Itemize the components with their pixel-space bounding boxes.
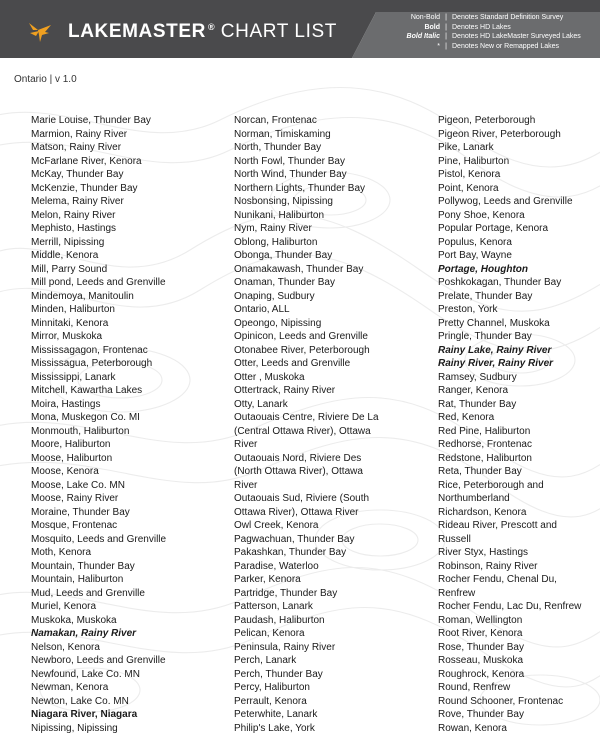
lake-entry: Rocher Fendu, Chenal Du, xyxy=(438,574,557,585)
lake-entry: Merrill, Nipissing xyxy=(31,236,105,248)
lake-entry: Pigeon River, Peterborough xyxy=(438,128,561,140)
lake-entry: Mud, Leeds and Grenville xyxy=(31,587,145,599)
lake-entry: Nelson, Kenora xyxy=(31,641,100,653)
lake-entry: Paradise, Waterloo xyxy=(234,560,319,572)
chart-list-title xyxy=(68,21,337,43)
lake-entry: Philip's Lake, York xyxy=(234,722,315,734)
lake-entry: Mosque, Frontenac xyxy=(31,520,118,531)
lake-entry: Preston, York xyxy=(438,304,498,315)
lake-entry: Mephisto, Hastings xyxy=(31,223,117,234)
lake-entry: Oblong, Haliburton xyxy=(234,236,318,248)
lake-entry: Moore, Haliburton xyxy=(31,439,111,450)
lake-entry: Nosbonsing, Nipissing xyxy=(234,196,333,207)
lake-entry: McKay, Thunder Bay xyxy=(31,169,124,180)
lake-entry: Rat, Thunder Bay xyxy=(438,398,517,410)
lake-entry: Pike, Lanark xyxy=(438,142,494,153)
lake-entry: Partridge, Thunder Bay xyxy=(234,587,338,599)
lake-entry: Parker, Kenora xyxy=(234,574,301,585)
lake-entry: Point, Kenora xyxy=(438,182,499,194)
lake-entry: Rocher Fendu, Lac Du, Renfrew xyxy=(438,601,582,612)
lake-entry: McKenzie, Thunder Bay xyxy=(31,182,138,194)
lake-entry: Rove, Thunder Bay xyxy=(438,709,524,720)
legend-row xyxy=(370,32,600,42)
trademark-symbol: ® xyxy=(207,22,215,32)
lake-entry: Peninsula, Rainy River xyxy=(234,641,336,653)
lake-entry: Monmouth, Haliburton xyxy=(31,425,130,437)
lake-entry: Pine, Haliburton xyxy=(438,155,510,167)
lake-entry: Mill, Parry Sound xyxy=(31,263,108,275)
lake-entry: Opeongo, Nipissing xyxy=(234,317,322,329)
lake-entry: Minden, Haliburton xyxy=(31,304,115,315)
region-version-label: Ontario | v 1.0 xyxy=(14,74,77,85)
legend-separator: | xyxy=(445,23,447,31)
lake-entry: Moira, Hastings xyxy=(31,398,101,410)
lake-entry: Roman, Wellington xyxy=(438,614,523,626)
lake-entry: Pretty Channel, Muskoka xyxy=(438,317,550,329)
lake-entry: Ramsey, Sudbury xyxy=(438,371,517,383)
lake-entry: Moose, Kenora xyxy=(31,466,99,477)
lake-entry: Newboro, Leeds and Grenville xyxy=(31,655,166,666)
chart-list-columns xyxy=(0,114,600,736)
lake-entry: Rainy Lake, Rainy River xyxy=(438,344,552,356)
lake-entry: Norman, Timiskaming xyxy=(234,128,331,140)
lake-entry: Muriel, Kenora xyxy=(31,601,97,612)
lake-entry: Northern Lights, Thunder Bay xyxy=(234,182,366,194)
lake-entry: Round, Renfrew xyxy=(438,682,511,693)
lake-entry: Redhorse, Frontenac xyxy=(438,439,532,450)
lake-entry: Newfound, Lake Co. MN xyxy=(31,668,140,680)
lake-entry: Red Pine, Haliburton xyxy=(438,425,531,437)
lake-entry: Rowan, Kenora xyxy=(438,722,507,734)
lake-entry: Richardson, Kenora xyxy=(438,506,527,518)
lake-entry: Poshkokagan, Thunder Bay xyxy=(438,277,562,288)
lake-entry: Pelican, Kenora xyxy=(234,628,305,639)
lakemaster-logo-icon xyxy=(27,19,53,45)
lake-entry: McFarlane River, Kenora xyxy=(31,155,142,167)
lake-entry: Moth, Kenora xyxy=(31,547,92,558)
lake-entry: North Wind, Thunder Bay xyxy=(234,169,347,180)
lake-entry: Patterson, Lanark xyxy=(234,601,313,612)
lake-entry: Mona, Muskegon Co. MI xyxy=(31,412,140,423)
lake-entry: (North Ottawa River), Ottawa xyxy=(234,466,363,477)
lake-entry: Prelate, Thunder Bay xyxy=(438,290,533,302)
lake-entry: Pringle, Thunder Bay xyxy=(438,331,532,342)
lake-entry: Russell xyxy=(438,533,471,545)
lake-entry: Mitchell, Kawartha Lakes xyxy=(31,385,143,396)
legend-row xyxy=(370,23,600,33)
legend-description: Denotes Standard Definition Survey xyxy=(452,14,564,21)
legend-key: * xyxy=(437,42,440,50)
lake-entry: Nunikani, Haliburton xyxy=(234,209,325,221)
legend-row xyxy=(370,42,600,52)
legend-separator: | xyxy=(445,14,447,21)
lake-entry: Moose, Rainy River xyxy=(31,493,119,504)
lake-entry: Namakan, Rainy River xyxy=(31,628,137,639)
lake-entry: Obonga, Thunder Bay xyxy=(234,250,333,261)
lake-entry: Red, Kenora xyxy=(438,412,495,423)
lake-entry: Melon, Rainy River xyxy=(31,209,116,221)
lake-entry: Onaping, Sudbury xyxy=(234,290,315,302)
lake-entry: Robinson, Rainy River xyxy=(438,560,538,572)
lake-entry: Otonabee River, Peterborough xyxy=(234,344,370,356)
lake-entry: Melema, Rainy River xyxy=(31,196,124,207)
lake-entry: Rosseau, Muskoka xyxy=(438,655,524,666)
lake-entry: Nym, Rainy River xyxy=(234,223,312,234)
lake-entry: Otty, Lanark xyxy=(234,398,288,410)
lake-entry: North Fowl, Thunder Bay xyxy=(234,155,345,167)
lake-entry: Percy, Haliburton xyxy=(234,682,310,693)
lake-entry: Mississagagon, Frontenac xyxy=(31,344,148,356)
lake-entry: Mountain, Thunder Bay xyxy=(31,560,135,572)
lake-entry: Root River, Kenora xyxy=(438,628,523,639)
legend-description: Denotes New or Remapped Lakes xyxy=(452,42,560,50)
lake-entry: Mindemoya, Manitoulin xyxy=(31,290,134,302)
lake-entry: Niagara River, Niagara xyxy=(31,709,138,720)
lake-entry: Owl Creek, Kenora xyxy=(234,520,319,531)
lake-entry: Redstone, Haliburton xyxy=(438,452,532,464)
lake-entry: River Styx, Hastings xyxy=(438,547,529,558)
lake-entry: Round Schooner, Frontenac xyxy=(438,695,564,707)
lake-entry: Portage, Houghton xyxy=(438,263,528,275)
lake-entry: Renfrew xyxy=(438,587,476,599)
lake-entry: Port Bay, Wayne xyxy=(438,250,512,261)
legend-separator: | xyxy=(445,33,447,40)
lake-entry: Rideau River, Prescott and xyxy=(438,520,557,531)
lake-entry: Onamakawash, Thunder Bay xyxy=(234,263,364,275)
legend-key: Bold Italic xyxy=(406,33,440,40)
lake-entry: Perch, Thunder Bay xyxy=(234,668,323,680)
title-text: CHART LIST xyxy=(220,21,337,42)
lake-entry: Moose, Lake Co. MN xyxy=(31,479,125,491)
chart-list-column-2 xyxy=(234,114,394,735)
lake-entry: Minnitaki, Kenora xyxy=(31,317,109,329)
lake-entry: Pistol, Kenora xyxy=(438,169,501,180)
lake-entry: Mountain, Haliburton xyxy=(31,574,124,585)
lake-entry: Opinicon, Leeds and Grenville xyxy=(234,331,368,342)
lake-entry: Nipissing, Nipissing xyxy=(31,722,118,734)
lake-entry: Pagwachuan, Thunder Bay xyxy=(234,533,355,545)
legend-description: Denotes HD Lakes xyxy=(452,23,511,31)
lake-entry: Perrault, Kenora xyxy=(234,695,307,707)
lake-entry: Onaman, Thunder Bay xyxy=(234,277,335,288)
lake-entry: Mississippi, Lanark xyxy=(31,371,116,383)
lake-entry: Outaouais Sud, Riviere (South xyxy=(234,493,370,504)
lake-entry: Marie Louise, Thunder Bay xyxy=(31,115,151,126)
lake-entry: Northumberland xyxy=(438,493,510,504)
lake-entry: Popular Portage, Kenora xyxy=(438,223,549,234)
lake-entry: Mirror, Muskoka xyxy=(31,331,103,342)
lake-entry: (Central Ottawa River), Ottawa xyxy=(234,425,371,437)
lake-entry: Rainy River, Rainy River xyxy=(438,358,554,369)
lake-entry: Ranger, Kenora xyxy=(438,385,509,396)
lake-entry: Roughrock, Kenora xyxy=(438,668,525,680)
lake-entry: Middle, Kenora xyxy=(31,250,99,261)
lake-entry: Mosquito, Leeds and Grenville xyxy=(31,533,167,545)
lake-entry: Paudash, Haliburton xyxy=(234,614,325,626)
legend-row xyxy=(370,13,600,23)
lake-entry: Mill pond, Leeds and Grenville xyxy=(31,277,166,288)
lake-entry: Muskoka, Muskoka xyxy=(31,614,117,626)
lake-entry: Populus, Kenora xyxy=(438,236,512,248)
brand-name: LAKEMASTER xyxy=(68,21,206,42)
lake-entry: Ontario, ALL xyxy=(234,304,290,315)
lake-entry: Pony Shoe, Kenora xyxy=(438,209,525,221)
lake-entry: Ottawa River), Ottawa River xyxy=(234,506,359,518)
lake-entry: Moraine, Thunder Bay xyxy=(31,506,130,518)
lake-entry: Rose, Thunder Bay xyxy=(438,641,524,653)
lake-entry: Otter, Leeds and Grenville xyxy=(234,358,351,369)
lake-entry: River xyxy=(234,479,258,491)
lake-entry: Otter , Muskoka xyxy=(234,371,305,383)
lake-entry: Pollywog, Leeds and Grenville xyxy=(438,196,573,207)
lake-entry: Marmion, Rainy River xyxy=(31,128,128,140)
lake-entry: Rice, Peterborough and xyxy=(438,479,544,491)
lake-entry: River xyxy=(234,439,258,450)
chart-list-column-3 xyxy=(438,114,598,735)
lake-entry: Ottertrack, Rainy River xyxy=(234,385,336,396)
lake-entry: Pigeon, Peterborough xyxy=(438,115,536,126)
lake-entry: Newman, Kenora xyxy=(31,682,109,693)
lake-entry: Perch, Lanark xyxy=(234,655,297,666)
legend-key: Non-Bold xyxy=(410,14,440,21)
style-legend xyxy=(370,13,600,51)
legend-key: Bold xyxy=(424,23,440,31)
lake-entry: Outaouais Centre, Riviere De La xyxy=(234,412,379,423)
lake-entry: Norcan, Frontenac xyxy=(234,115,317,126)
legend-description: Denotes HD LakeMaster Surveyed Lakes xyxy=(452,33,581,40)
legend-separator: | xyxy=(445,42,447,50)
lake-entry: North, Thunder Bay xyxy=(234,142,322,153)
chart-list-column-1 xyxy=(31,114,191,735)
lake-entry: Newton, Lake Co. MN xyxy=(31,695,129,707)
lake-entry: Mississagua, Peterborough xyxy=(31,358,153,369)
lake-entry: Outaouais Nord, Riviere Des xyxy=(234,452,362,464)
header-banner xyxy=(0,0,600,58)
lake-entry: Reta, Thunder Bay xyxy=(438,466,522,477)
lake-entry: Matson, Rainy River xyxy=(31,142,122,153)
lake-entry: Peterwhite, Lanark xyxy=(234,709,318,720)
lake-entry: Pakashkan, Thunder Bay xyxy=(234,547,347,558)
lake-entry: Moose, Haliburton xyxy=(31,452,113,464)
